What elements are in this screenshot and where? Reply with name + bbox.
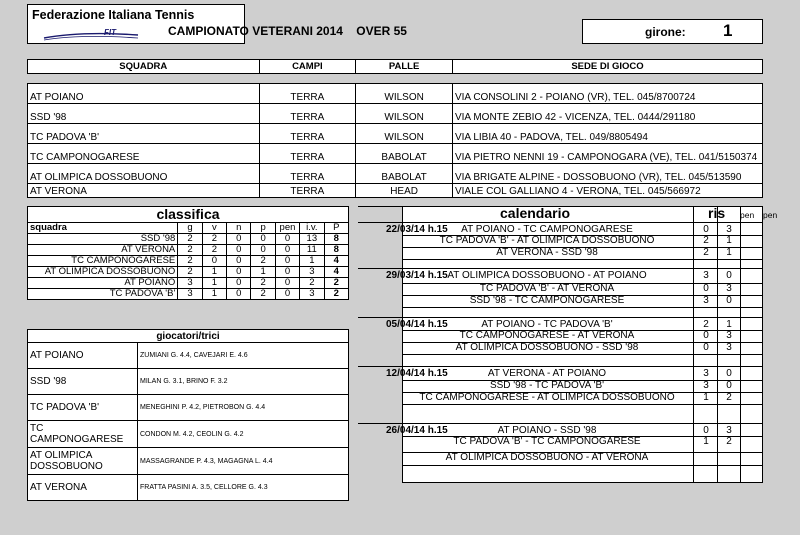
col-sede: SEDE DI GIOCO [452,60,762,74]
pen-label-1: pen [740,210,755,220]
round-separator [358,222,763,223]
round-date: 22/03/14 h.15 [386,224,448,235]
giocatori-title: giocatori/trici [28,330,349,343]
table-row [28,164,763,184]
team-sede: VIA PIETRO NENNI 19 - CAMPONOGARA (VE), TEL. 041/5150374 [452,144,762,164]
score-away: 3 [726,283,732,294]
fit-logo [42,27,142,42]
match-text: SSD '98 - TC CAMPONOGARESE [469,295,625,306]
match-text: AT OLIMPICA DOSSOBUONO - AT VERONA [445,452,649,463]
score-home: 3 [703,368,709,379]
standing-value: 0 [227,234,251,245]
table-row [28,421,349,448]
score-away: 3 [726,224,732,235]
table-row [28,475,349,501]
standing-value: 3 [300,289,324,300]
col-v: v [202,223,226,234]
standing-value: 13 [300,234,324,245]
col-g: g [178,223,202,234]
score-home: 1 [703,436,709,447]
team-sede: VIA LIBIA 40 - PADOVA, TEL. 049/8805494 [452,124,762,144]
player-team: AT OLIMPICA DOSSOBUONO [28,448,138,475]
match-line [402,465,763,466]
player-team: TC CAMPONOGARESE [28,421,138,448]
standing-value: 8 [324,245,348,256]
table-row [28,289,349,300]
standing-value: 0 [227,267,251,278]
standing-value: 2 [324,289,348,300]
score-home: 3 [703,295,709,306]
score-away: 0 [726,380,732,391]
standing-value: 4 [324,256,348,267]
standing-value: 1 [202,289,226,300]
table-row [28,245,349,256]
table-row [28,124,763,144]
standing-value: 1 [251,267,275,278]
federation-title: Federazione Italiana Tennis [32,8,195,22]
standing-value: 2 [324,278,348,289]
teams-table [27,59,763,198]
match-text: TC CAMPONOGARESE - AT VERONA [459,330,635,341]
team-campi: TERRA [259,104,356,124]
match-text: TC PADOVA 'B' - AT VERONA [479,283,615,294]
match-line [402,404,763,405]
table-row [28,104,763,124]
ris-title: ris [708,205,726,221]
table-row [28,267,349,278]
team-sede: VIALE COL GALLIANO 4 - VERONA, TEL. 045/566972 [452,184,762,198]
standing-value: 0 [275,256,299,267]
classifica-table [27,206,349,300]
score-home: 2 [703,235,709,246]
standing-team: SSD '98 [28,234,178,245]
team-name: AT OLIMPICA DOSSOBUONO [28,164,260,184]
standing-value: 2 [178,267,202,278]
standing-value: 0 [227,245,251,256]
round-date: 26/04/14 h.15 [386,425,448,436]
standing-value: 3 [178,278,202,289]
table-row [28,448,349,475]
col-squadra: squadra [28,223,178,234]
team-campi: TERRA [259,184,356,198]
calendario-title: calendario [500,205,571,221]
player-names: FRATTA PASINI A. 3.5, CELLORE G. 4.3 [138,475,349,501]
standing-value: 0 [227,278,251,289]
standing-team: TC CAMPONOGARESE [28,256,178,267]
team-sede: VIA MONTE ZEBIO 42 - VICENZA, TEL. 0444/291180 [452,104,762,124]
standing-value: 2 [251,278,275,289]
player-names: CONDON M. 4.2, CEOLIN G. 4.2 [138,421,349,448]
round-date: 29/03/14 h.15 [386,270,448,281]
match-text: AT OLIMPICA DOSSOBUONO - SSD '98 [455,342,639,353]
girone-label: girone: [645,25,686,39]
standing-team: AT POIANO [28,278,178,289]
team-sede: VIA BRIGATE ALPINE - DOSSOBUONO (VR), TEL. 045/513590 [452,164,762,184]
team-palle: BABOLAT [356,144,453,164]
score-home: 0 [703,425,709,436]
match-line [402,354,763,355]
table-row [28,84,763,104]
team-name: TC CAMPONOGARESE [28,144,260,164]
team-campi: TERRA [259,84,356,104]
score-away: 3 [726,330,732,341]
col-palle: PALLE [356,60,453,74]
player-names: ZUMIANI G. 4.4, CAVEJARI E. 4.6 [138,343,349,369]
standing-value: 0 [251,234,275,245]
round-separator [358,423,763,424]
score-away: 3 [726,342,732,353]
col-points: P [324,223,348,234]
score-home: 0 [703,224,709,235]
match-text: TC PADOVA 'B' - TC CAMPONOGARESE [453,436,641,447]
standing-value: 2 [251,256,275,267]
standing-value: 2 [202,234,226,245]
score-away: 1 [726,319,732,330]
score-home: 3 [703,380,709,391]
round-date: 05/04/14 h.15 [386,319,448,330]
score-away: 0 [726,295,732,306]
match-line [402,307,763,308]
standing-value: 1 [300,256,324,267]
team-palle: BABOLAT [356,164,453,184]
player-names: MENEGHINI P. 4.2, PIETROBON G. 4.4 [138,395,349,421]
table-row [28,144,763,164]
standing-team: TC PADOVA 'B' [28,289,178,300]
table-row [28,369,349,395]
score-away: 1 [726,235,732,246]
championship-title: CAMPIONATO VETERANI 2014 OVER 55 [168,24,407,38]
standing-value: 11 [300,245,324,256]
standing-value: 2 [178,256,202,267]
player-team: TC PADOVA 'B' [28,395,138,421]
team-sede: VIA CONSOLINI 2 - POIANO (VR), TEL. 045/8700724 [452,84,762,104]
score-away: 1 [726,247,732,258]
standing-value: 1 [202,278,226,289]
standing-value: 3 [178,289,202,300]
col-iv: i.v. [300,223,324,234]
score-home: 0 [703,330,709,341]
giocatori-table [27,329,349,501]
standing-value: 0 [275,267,299,278]
standing-value: 4 [324,267,348,278]
team-campi: TERRA [259,144,356,164]
team-name: TC PADOVA 'B' [28,124,260,144]
col-pen: pen [275,223,299,234]
standing-value: 2 [202,245,226,256]
standing-value: 0 [275,289,299,300]
col-squadra: SQUADRA [28,60,260,74]
standing-value: 0 [275,234,299,245]
team-name: AT VERONA [28,184,260,198]
score-home: 0 [703,283,709,294]
score-away: 0 [726,368,732,379]
standing-value: 2 [300,278,324,289]
player-names: MASSAGRANDE P. 4.3, MAGAGNA L. 4.4 [138,448,349,475]
score-home: 3 [703,270,709,281]
col-n: n [227,223,251,234]
match-text: AT VERONA - SSD '98 [496,247,598,258]
standing-value: 0 [202,256,226,267]
team-campi: TERRA [259,124,356,144]
match-text: AT POIANO - TC CAMPONOGARESE [461,224,633,235]
score-away: 3 [726,425,732,436]
score-home: 0 [703,342,709,353]
standing-value: 8 [324,234,348,245]
round-separator [358,366,763,367]
standing-value: 2 [178,245,202,256]
player-team: AT VERONA [28,475,138,501]
standing-value: 2 [251,289,275,300]
girone-number: 1 [723,21,733,40]
score-home: 2 [703,247,709,258]
match-text: AT OLIMPICA DOSSOBUONO - AT POIANO [447,270,647,281]
table-row [28,256,349,267]
player-team: SSD '98 [28,369,138,395]
standing-value: 0 [275,278,299,289]
standing-value: 0 [227,256,251,267]
round-separator [358,317,763,318]
standing-value: 3 [300,267,324,278]
match-text: AT POIANO - SSD '98 [497,425,597,436]
team-palle: WILSON [356,124,453,144]
match-line [402,259,763,260]
standing-value: 2 [178,234,202,245]
score-home: 1 [703,392,709,403]
standing-team: AT VERONA [28,245,178,256]
team-palle: WILSON [356,84,453,104]
match-text: AT POIANO - TC PADOVA 'B' [481,319,613,330]
table-row [28,184,763,198]
table-row [28,343,349,369]
match-text: AT VERONA - AT POIANO [487,368,607,379]
standing-team: AT OLIMPICA DOSSOBUONO [28,267,178,278]
table-row [28,395,349,421]
match-text: SSD '98 - TC PADOVA 'B' [489,380,605,391]
team-name: SSD '98 [28,104,260,124]
col-p: p [251,223,275,234]
classifica-title: classifica [28,207,349,223]
score-away: 2 [726,436,732,447]
match-text: TC PADOVA 'B' - AT OLIMPICA DOSSOBUONO [439,235,655,246]
standing-value: 0 [227,289,251,300]
standing-value: 0 [275,245,299,256]
girone-box [582,19,763,44]
standing-value: 1 [202,267,226,278]
team-name: AT POIANO [28,84,260,104]
player-names: MILAN G. 3.1, BRINO F. 3.2 [138,369,349,395]
team-campi: TERRA [259,164,356,184]
player-team: AT POIANO [28,343,138,369]
score-home: 2 [703,319,709,330]
team-palle: WILSON [356,104,453,124]
fit-logo-text: FIT [104,28,116,37]
score-away: 0 [726,270,732,281]
score-away: 2 [726,392,732,403]
round-separator [358,268,763,269]
team-palle: HEAD [356,184,453,198]
table-row [28,278,349,289]
table-row [28,234,349,245]
pen-label-2: pen [763,210,778,220]
standing-value: 0 [251,245,275,256]
round-date: 12/04/14 h.15 [386,368,448,379]
match-text: TC CAMPONOGARESE - AT OLIMPICA DOSSOBUONO [419,392,675,403]
col-campi: CAMPI [259,60,356,74]
